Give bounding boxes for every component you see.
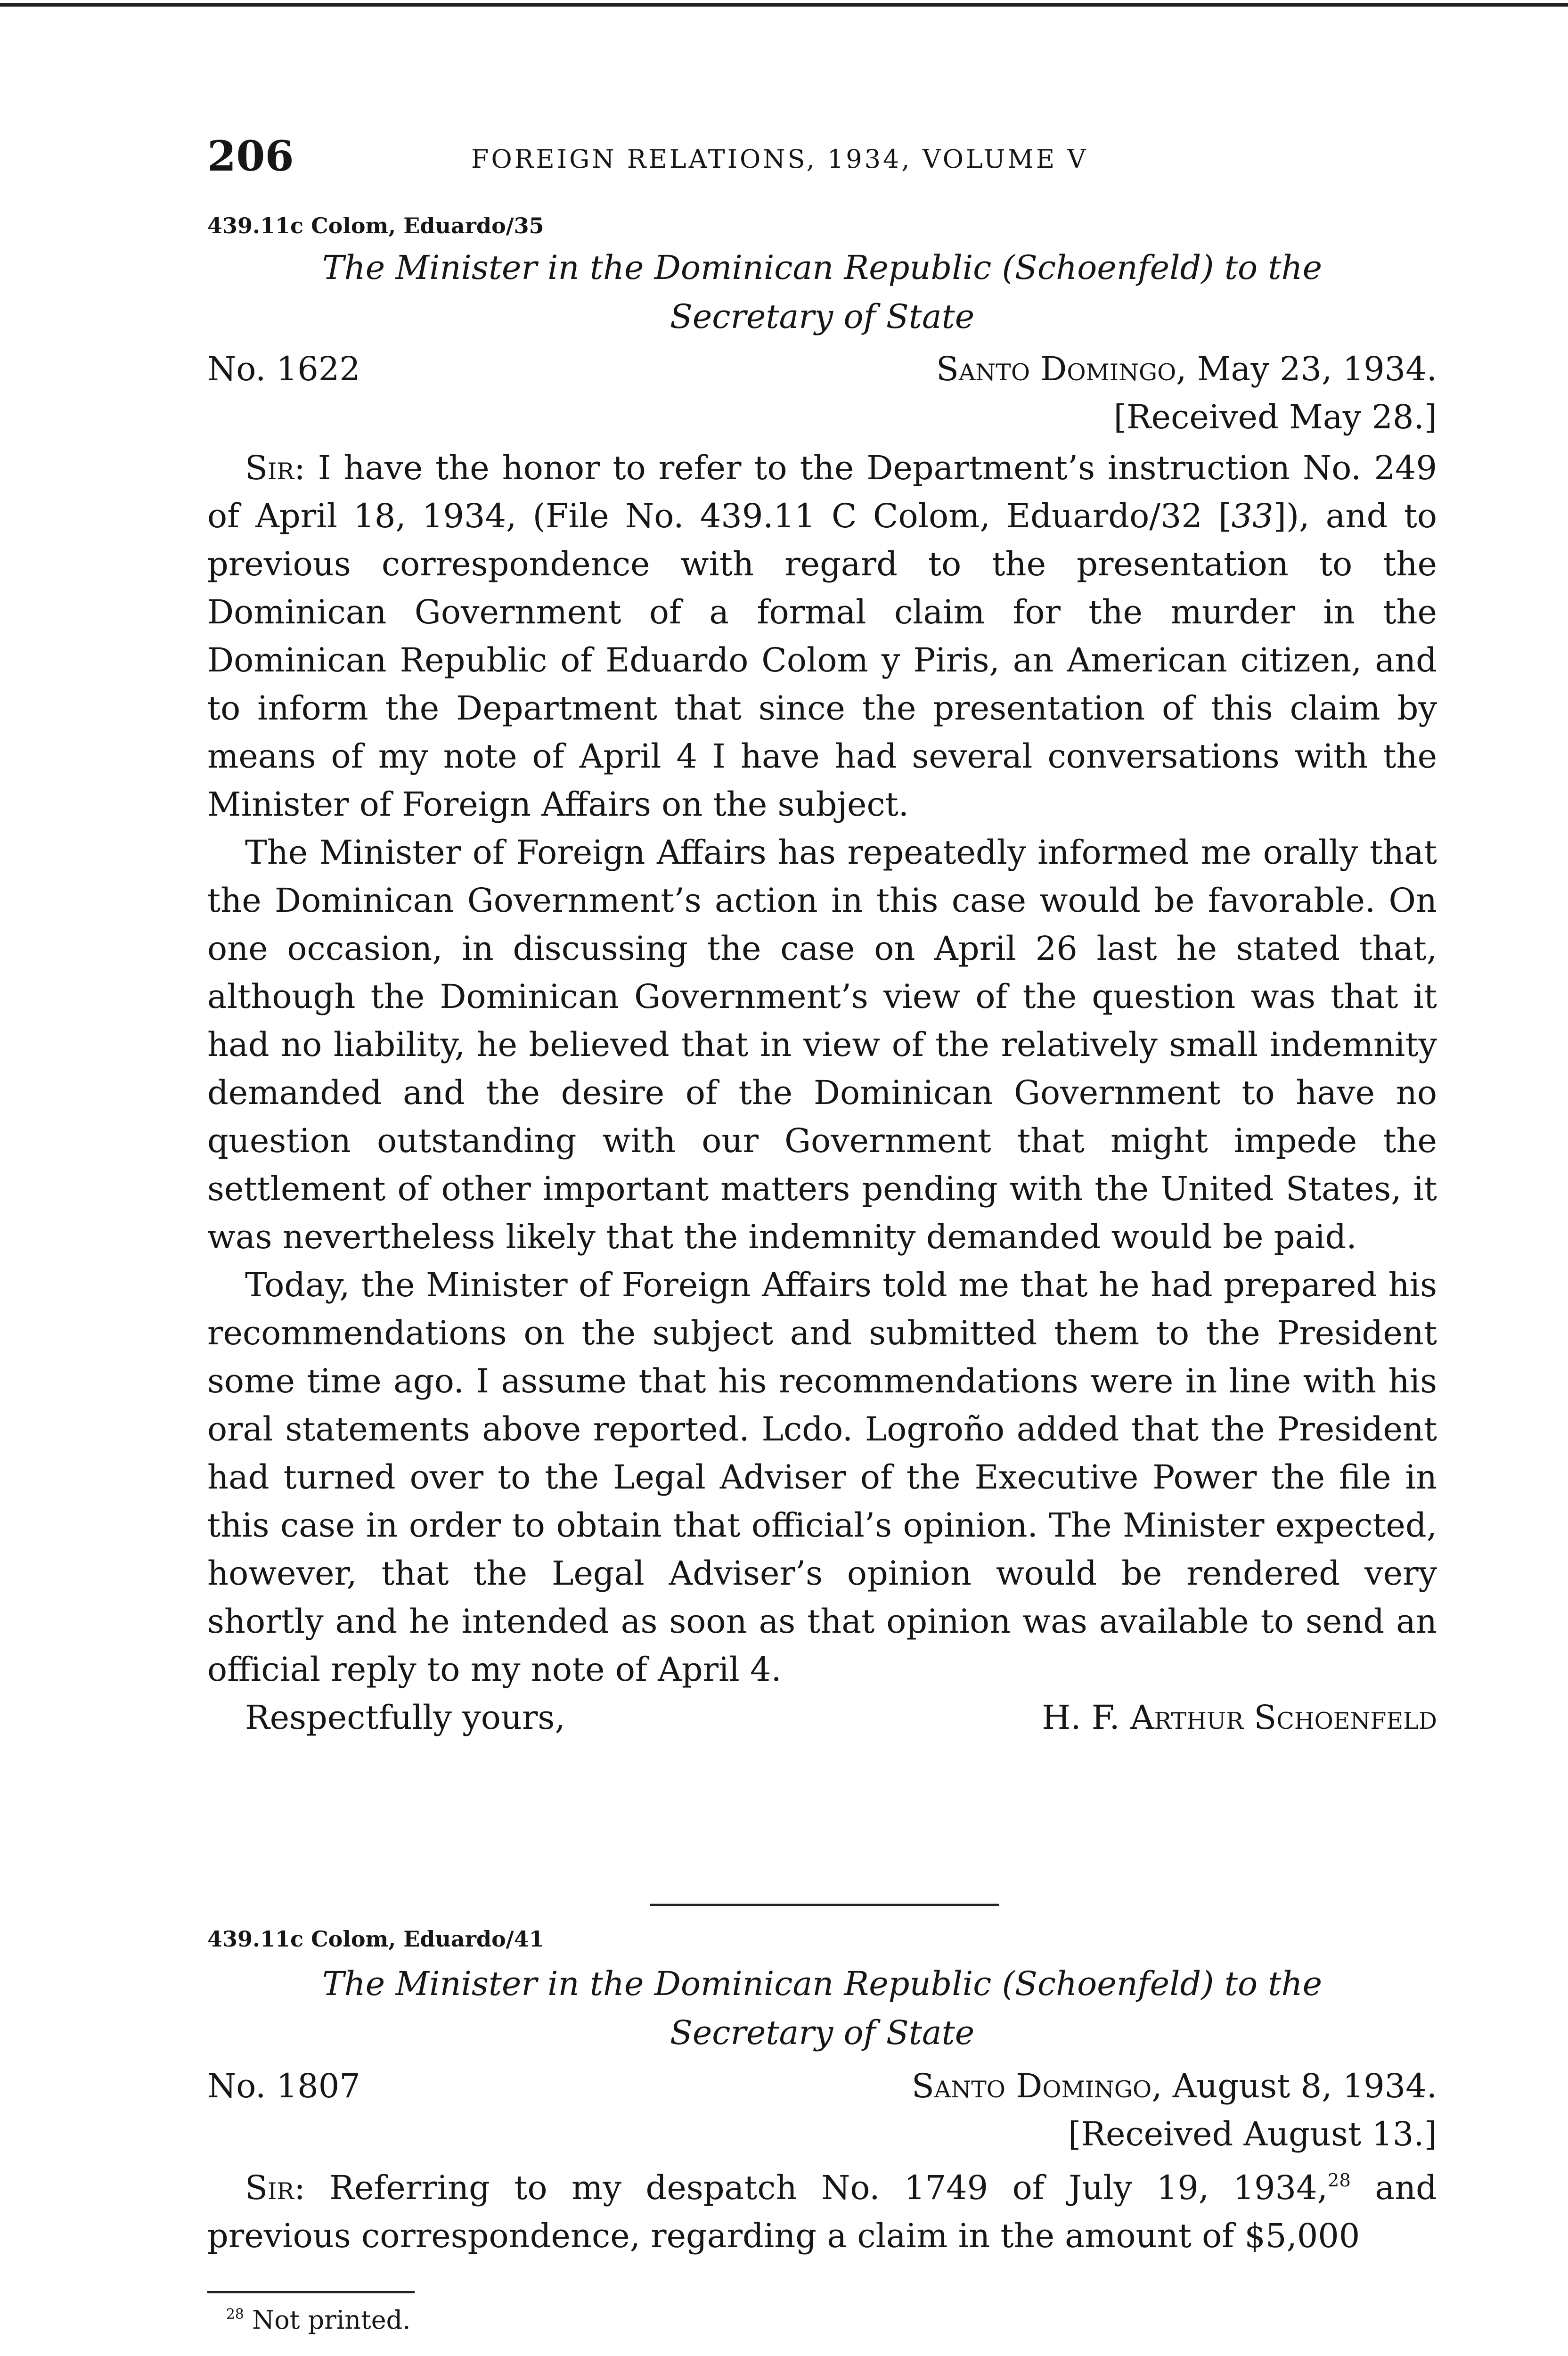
document-separator (650, 1904, 999, 1906)
paragraph-1-end: and previous correspondence, regarding a claim in the amount of $5,000 (207, 2168, 1437, 2255)
title-line-1: The Minister in the Dominican Republic (Schoenfeld) to the (322, 248, 1323, 287)
place: Santo Domingo, (936, 350, 1187, 388)
title-line-2: Secretary of State (670, 297, 975, 336)
paragraph-2: The Minister of Foreign Affairs has repeatedly informed me orally that the Dominican Government’s action in this case would be favorable. On one occasion, in discussing the case on April 26 last he stated that, although the Dominican Government’s view of the question was that it had no liability, he believed that in view of the relatively small indemnity demanded and the desire of the Dominican Government to have no question outstanding with our Government that might impede the settlement of other important matters pending with the United States, it was nevertheless likely that the indemnity demanded would be paid. (207, 833, 1437, 1256)
place: Santo Domingo, (911, 2067, 1162, 2105)
signature: H. F. Arthur Schoenfeld (1042, 1698, 1437, 1737)
despatch-number: No. 1622 (207, 350, 360, 388)
salutation: Sir: (245, 2168, 305, 2207)
footnote-marker: 28 (226, 2306, 244, 2323)
top-page-rule (0, 3, 1568, 7)
running-head: FOREIGN RELATIONS, 1934, VOLUME V (471, 144, 1088, 174)
received-date: [Received August 13.] (1068, 2115, 1437, 2153)
page-header (207, 130, 1437, 182)
file-number: 439.11c Colom, Eduardo/41 (207, 1926, 544, 1952)
document-1 (207, 209, 1437, 1742)
salutation: Sir: (245, 449, 305, 487)
closing: Respectfully yours, (245, 1698, 565, 1737)
footnote (226, 2301, 410, 2339)
signoff (207, 1693, 1437, 1742)
date: May 23, 1934. (1186, 350, 1437, 388)
paragraph-1 (207, 2164, 1437, 2260)
paragraph-1-text: Referring to my despatch No. 1749 of July 19, 1934, (305, 2168, 1328, 2207)
document-reference: 33 (1231, 497, 1274, 535)
footnote-text: Not printed. (244, 2305, 411, 2335)
letter-body (207, 2164, 1437, 2260)
despatch-number: No. 1807 (207, 2067, 360, 2105)
document-title (207, 243, 1437, 341)
dateline (207, 345, 1437, 393)
place-date (936, 345, 1437, 393)
title-line-1: The Minister in the Dominican Republic (Schoenfeld) to the (322, 1964, 1323, 2003)
date: August 8, 1934. (1162, 2067, 1437, 2105)
file-number: 439.11c Colom, Eduardo/35 (207, 213, 544, 238)
place-date (912, 2062, 1437, 2110)
page-number: 206 (207, 131, 294, 180)
received-date: [Received May 28.] (1113, 398, 1437, 436)
document-title (207, 1959, 1437, 2057)
letter-body (207, 444, 1437, 1693)
paragraph-1-tail: ]), and to previous correspondence with regard to the presentation to the Dominican Government of a formal claim for the murder in the Dominican Republic of Eduardo Colom y Piris, an American citizen, and to inform the Department that since the presentation of this claim by means of my note of April 4 I have had several conversations with the Minister of Foreign Affairs on the subject. (207, 497, 1437, 824)
paragraph-3: Today, the Minister of Foreign Affairs told me that he had prepared his recommendations on the subject and submitted them to the President some time ago. I assume that his recommendations were in line with his oral statements above reported. Lcdo. Logroño added that the President had turned over to the Legal Adviser of the Executive Power the file in this case in order to obtain that official’s opinion. The Minister expected, however, that the Legal Adviser’s opinion would be rendered very shortly and he intended as soon as that opinion was available to send an official reply to my note of April 4. (207, 1266, 1437, 1689)
dateline (207, 2062, 1437, 2110)
footnote-rule (207, 2291, 415, 2293)
paragraph-1-text: I have the honor to refer to the Department’s instruction No. 249 of April 18, 1934, (File No. 439.11 C Colom, Eduardo/32 [ (207, 449, 1437, 535)
footnote-reference: 28 (1327, 2170, 1351, 2192)
title-line-2: Secretary of State (670, 2013, 975, 2052)
document-2 (207, 1922, 1437, 2260)
paragraph-1 (207, 444, 1437, 828)
